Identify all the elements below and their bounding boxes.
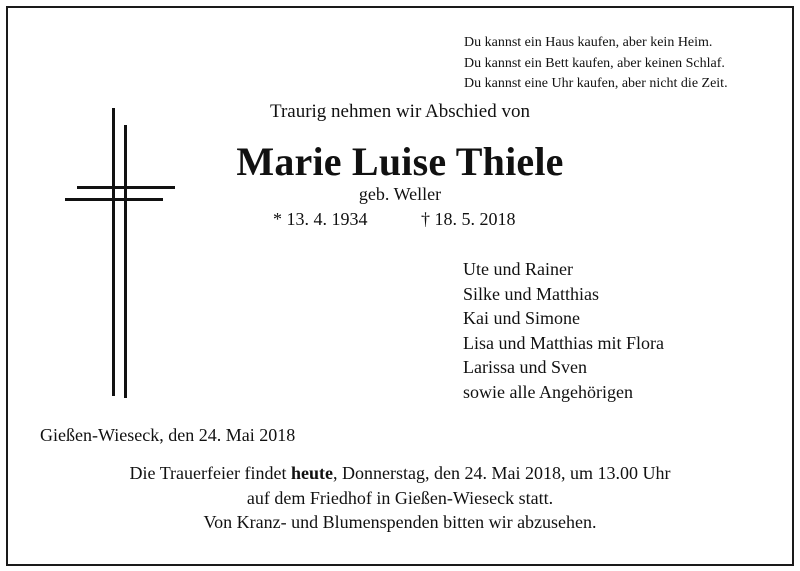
poem bbox=[464, 33, 784, 95]
service-line-1 bbox=[0, 461, 800, 486]
donation-note: Von Kranz- und Blumenspenden bitten wir abzusehen. bbox=[203, 512, 597, 532]
service-info bbox=[0, 461, 800, 510]
mourner: Lisa und Matthias mit Flora bbox=[463, 332, 664, 353]
service-text: , Donnerstag, den 24. Mai 2018, um 13.00 Uhr bbox=[332, 463, 671, 483]
mourner: Kai und Simone bbox=[463, 308, 580, 328]
place-date: Gießen-Wieseck, den 24. Mai 2018 bbox=[40, 425, 296, 445]
poem-line: Du kannst eine Uhr kaufen, aber nicht die Zeit. bbox=[464, 76, 728, 91]
mourner: Silke und Matthias bbox=[463, 283, 599, 304]
death-date: † 18. 5. 2018 bbox=[421, 209, 516, 229]
intro-text: Traurig nehmen wir Abschied von bbox=[270, 101, 530, 122]
birth-date: * 13. 4. 1934 bbox=[273, 209, 368, 229]
mourner: sowie alle Angehörigen bbox=[463, 381, 633, 402]
birth-name: geb. Weller bbox=[358, 184, 442, 204]
poem-line: Du kannst ein Bett kaufen, aber keinen Schlaf. bbox=[464, 55, 725, 71]
poem-line: Du kannst ein Haus kaufen, aber kein Heim. bbox=[464, 35, 713, 50]
mourner: Larissa und Sven bbox=[463, 357, 587, 377]
service-line-2: auf dem Friedhof in Gießen-Wieseck statt. bbox=[246, 487, 554, 508]
deceased-name: Marie Luise Thiele bbox=[236, 139, 564, 184]
mourner: Ute und Rainer bbox=[463, 259, 573, 279]
mourners-list bbox=[463, 257, 664, 404]
service-text: Die Trauerfeier findet bbox=[129, 463, 291, 483]
service-emphasis: heute bbox=[290, 463, 333, 483]
